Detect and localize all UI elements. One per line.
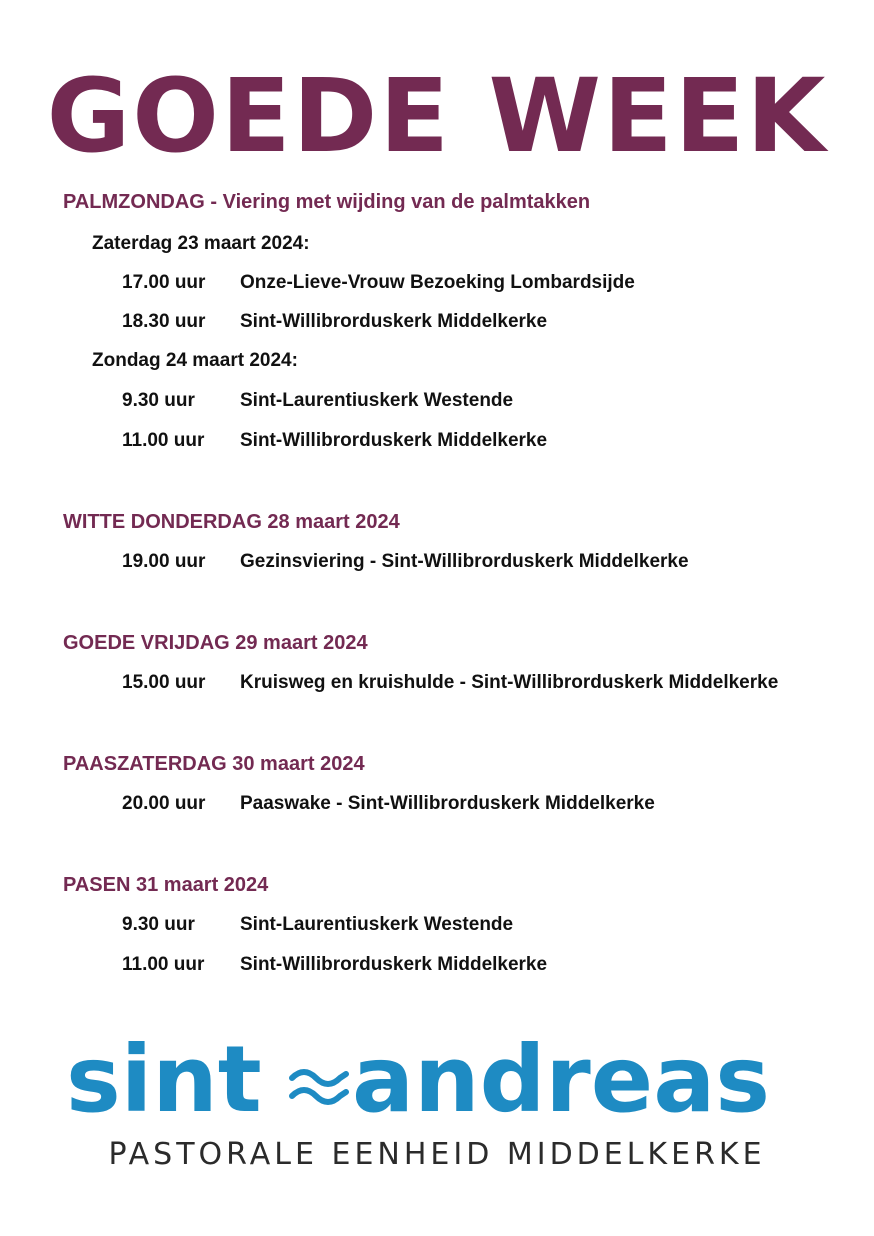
service-time: 17.00 uur	[122, 272, 206, 293]
section-heading-pasen: PASEN 31 maart 2024	[63, 874, 269, 896]
service-row	[122, 428, 547, 454]
service-place: Sint-Laurentiuskerk Westende	[240, 390, 514, 411]
service-row	[122, 270, 635, 296]
service-time: 15.00 uur	[122, 672, 206, 693]
section-heading-paaszaterdag: PAASZATERDAG 30 maart 2024	[63, 753, 365, 775]
section-heading-witte-donderdag: WITTE DONDERDAG 28 maart 2024	[63, 511, 400, 533]
service-row	[122, 791, 655, 817]
service-row	[122, 952, 547, 978]
service-row	[122, 388, 513, 414]
service-time: 19.00 uur	[122, 551, 206, 572]
service-time: 9.30 uur	[122, 390, 195, 411]
service-place: Sint-Willibrorduskerk Middelkerke	[240, 430, 548, 451]
service-place: Gezinsviering - Sint-Willibrorduskerk Middelkerke	[240, 551, 689, 572]
service-row	[122, 670, 778, 696]
service-row	[122, 549, 689, 575]
sint-andreas-logo	[60, 1026, 820, 1135]
service-time: 9.30 uur	[122, 914, 195, 935]
section-heading-goede-vrijdag: GOEDE VRIJDAG 29 maart 2024	[63, 632, 368, 654]
service-time: 20.00 uur	[122, 793, 206, 814]
service-time: 11.00 uur	[122, 954, 205, 975]
service-time: 11.00 uur	[122, 430, 205, 451]
waves-icon	[288, 1066, 350, 1110]
logo-subtitle: PASTORALE EENHEID MIDDELKERKE	[108, 1137, 766, 1172]
section-heading-palmzondag: PALMZONDAG - Viering met wijding van de palmtakken	[63, 191, 591, 213]
service-place: Kruisweg en kruishulde - Sint-Willibrorduskerk Middelkerke	[240, 672, 779, 693]
page-title: GOEDE WEEK	[46, 57, 828, 176]
service-place: Paaswake - Sint-Willibrorduskerk Middelkerke	[240, 793, 655, 814]
service-place: Sint-Willibrorduskerk Middelkerke	[240, 954, 548, 975]
service-row	[122, 309, 547, 335]
logo-word-andreas: andreas	[352, 1026, 771, 1133]
service-place: Sint-Willibrorduskerk Middelkerke	[240, 311, 548, 332]
day-label-zondag: Zondag 24 maart 2024:	[92, 350, 298, 371]
service-time: 18.30 uur	[122, 311, 206, 332]
day-label-zaterdag: Zaterdag 23 maart 2024:	[92, 233, 310, 254]
logo-word-sint: sint	[66, 1026, 262, 1133]
service-place: Onze-Lieve-Vrouw Bezoeking Lombardsijde	[240, 272, 635, 293]
service-row	[122, 912, 513, 938]
service-place: Sint-Laurentiuskerk Westende	[240, 914, 514, 935]
